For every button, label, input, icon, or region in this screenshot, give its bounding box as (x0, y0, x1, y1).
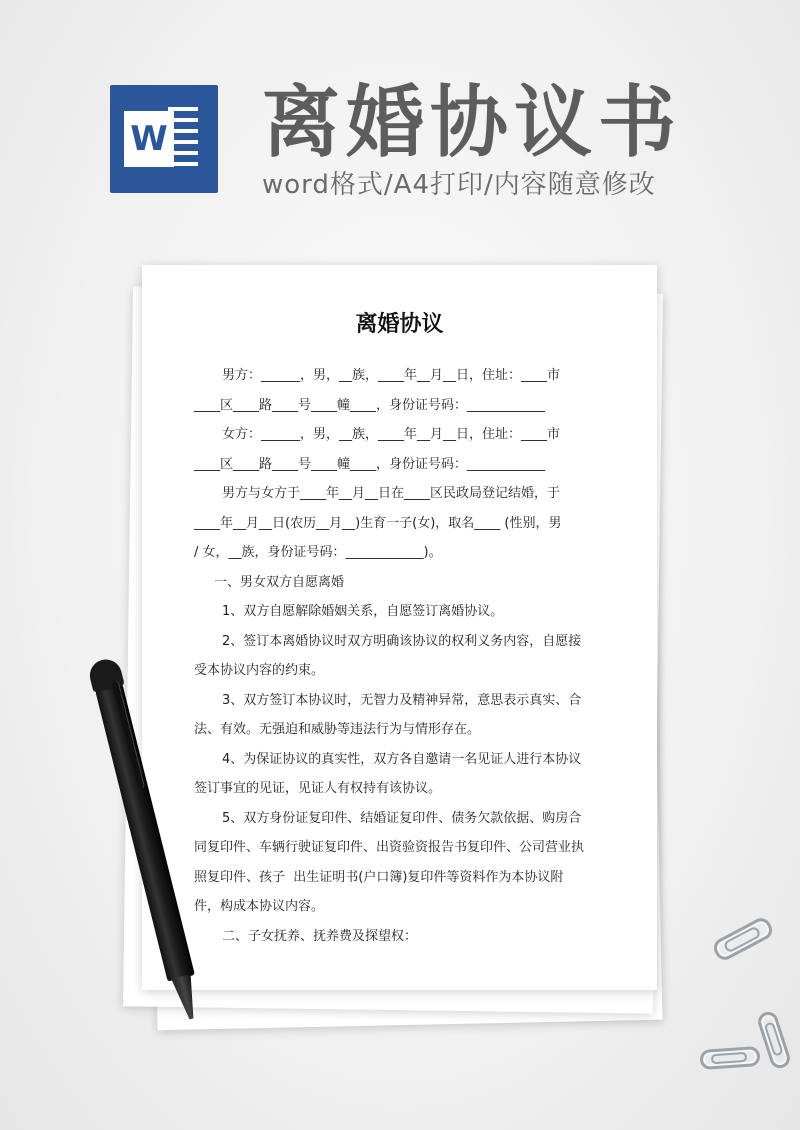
document-line: 女方：______，男，__族，____年__月__日，住址：____市 (222, 427, 561, 442)
word-logo-letter: W (124, 111, 174, 167)
document-line: 4、为保证协议的真实性，双方各自邀请一名见证人进行本协议 (222, 751, 582, 767)
document-line: 件，构成本协议内容。 (194, 899, 325, 914)
page-subtitle: word格式/A4打印/内容随意修改 (262, 170, 656, 200)
document-line: 男方：______，男，__族，____年__月__日，住址：____市 (222, 368, 561, 383)
section-heading: 一、男女双方自愿离婚 (214, 574, 345, 590)
paperclip-icon (699, 1046, 760, 1070)
word-logo-icon (110, 85, 218, 193)
paperclip-icon (710, 915, 775, 964)
paperclip-icon (756, 1009, 793, 1070)
document-line: ____区____路____号____幢____，身份证号码：____________ (194, 456, 546, 472)
document-line: 受本协议内容的约束。 (194, 663, 325, 678)
document-line: 法、有效。无强迫和威胁等违法行为与情形存在。 (194, 722, 481, 737)
document-page (142, 265, 657, 990)
document-line: 1、双方自愿解除婚姻关系，自愿签订离婚协议。 (222, 604, 504, 619)
document-title: 离婚协议 (355, 312, 444, 337)
document-line: 5、双方身份证复印件、结婚证复印件、债务欠款依据、购房合 (222, 810, 582, 826)
pen-tip (171, 974, 201, 1022)
document-line: 同复印件、车辆行驶证复印件、出资验资报告书复印件、公司营业执 (194, 840, 585, 855)
document-line: ____年__月__日(农历__月__)生育一子(女)，取名____ (性别，男 (194, 515, 562, 531)
document-line: 签订事宜的见证，见证人有权持有该协议。 (194, 781, 442, 796)
document-line: 男方与女方于____年__月__日在____区民政局登记结婚，于 (222, 486, 561, 501)
document-line: 2、签订本离婚协议时双方明确该协议的权利义务内容，自愿接 (222, 633, 582, 649)
document-line: / 女，__族，身份证号码：____________)。 (194, 545, 442, 560)
document-body (194, 361, 619, 951)
document-line: 3、双方签订本协议时，无智力及精神异常，意思表示真实、合 (222, 692, 582, 708)
document-line: ____区____路____号____幢____，身份证号码：____________ (194, 397, 546, 413)
document-line: 照复印件、孩子 出生证明书(户口簿)复印件等资料作为本协议附 (194, 869, 564, 885)
section-heading: 二、子女抚养、抚养费及探望权： (222, 928, 418, 944)
page-title: 离婚协议书 (262, 78, 683, 168)
